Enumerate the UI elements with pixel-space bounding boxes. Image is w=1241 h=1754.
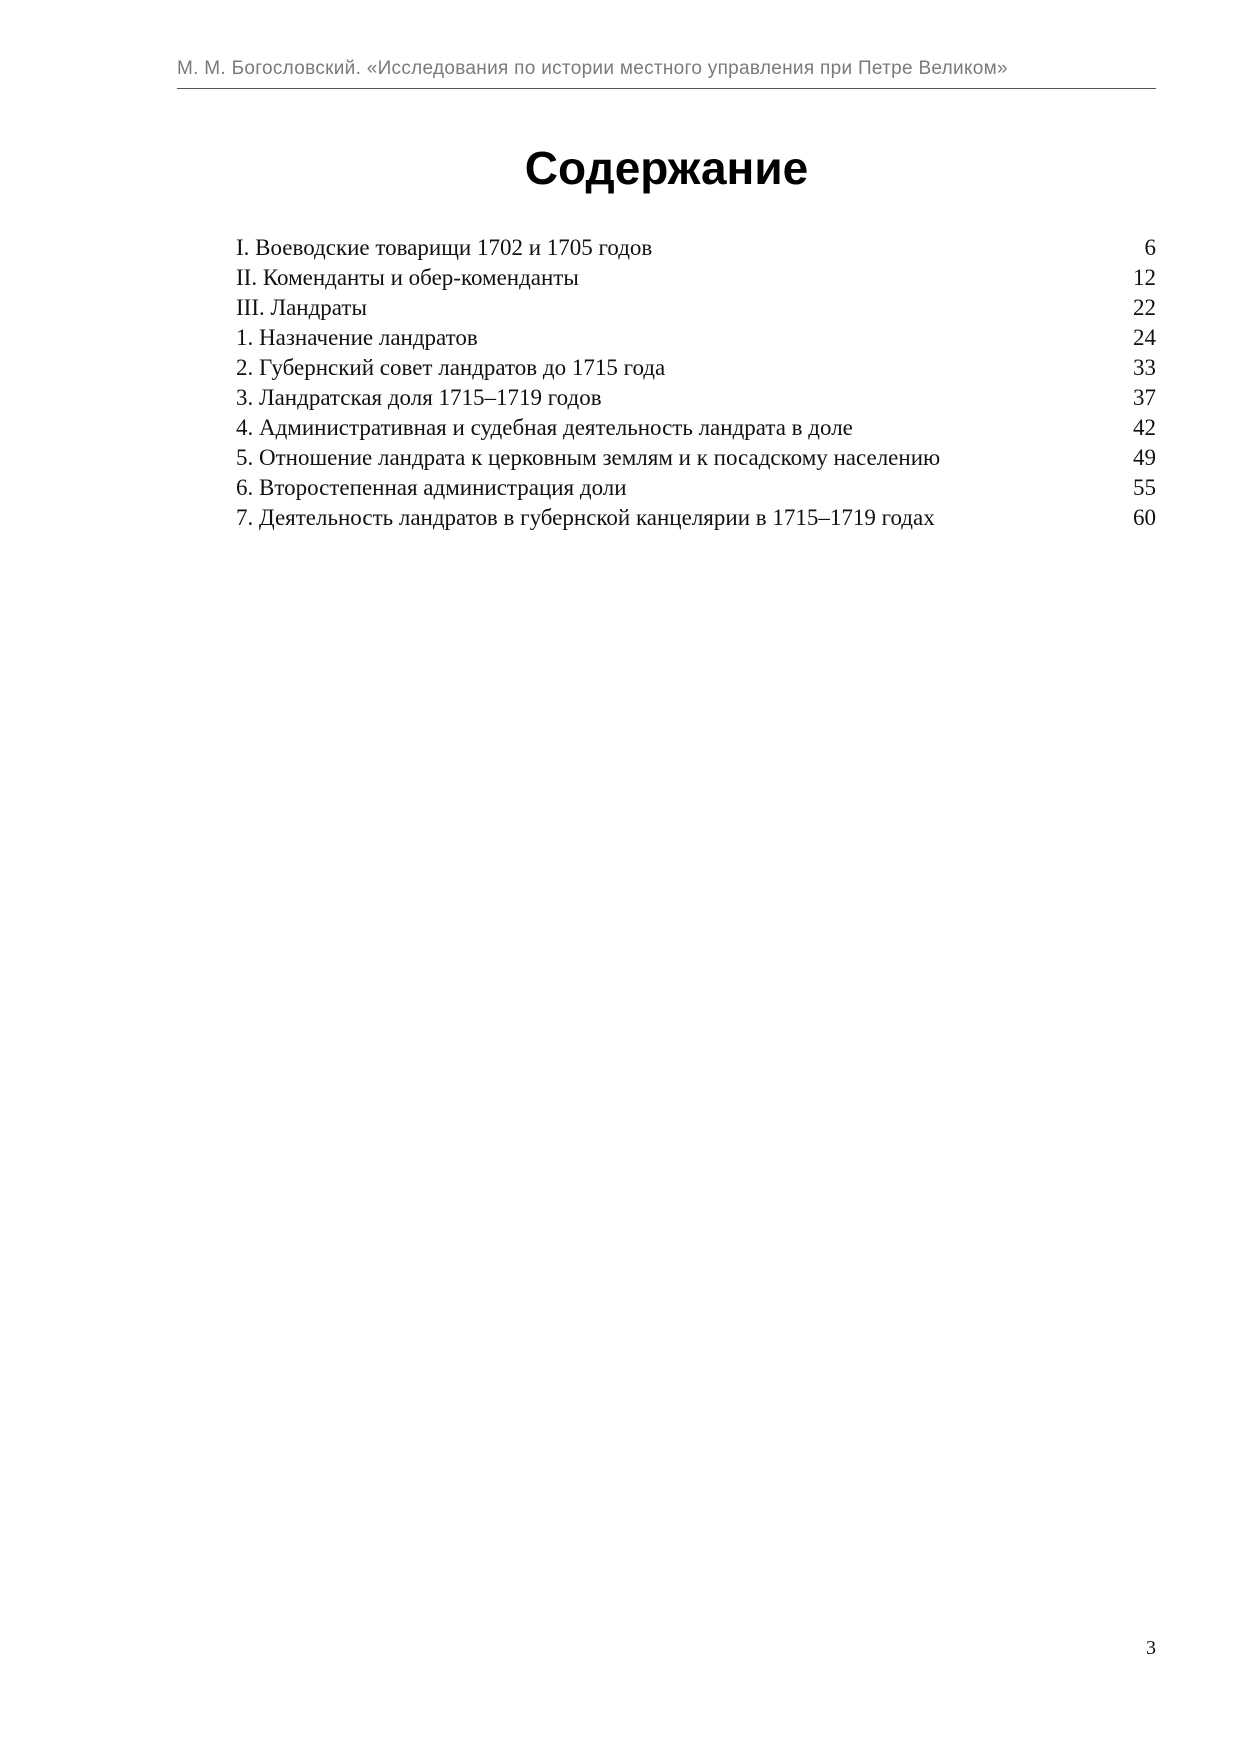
toc-entry-page: 22 xyxy=(1133,295,1156,320)
toc-entry[interactable] xyxy=(236,323,1156,353)
toc-entry-title: 7. Деятельность ландратов в губернской канцелярии в 1715–1719 годах xyxy=(236,505,935,530)
toc-entry[interactable] xyxy=(236,383,1156,413)
page-title: Содержание xyxy=(524,142,809,194)
toc-entry-page: 37 xyxy=(1133,385,1156,410)
toc-entry-page: 60 xyxy=(1133,505,1156,530)
toc-entry[interactable] xyxy=(236,293,1156,323)
toc-entry-title: 2. Губернский совет ландратов до 1715 года xyxy=(236,355,666,380)
toc-entry[interactable] xyxy=(236,503,1156,533)
toc-entry-title: 5. Отношение ландрата к церковным землям и к посадскому населению xyxy=(236,445,941,470)
toc-entry-title: III. Ландраты xyxy=(236,295,367,320)
toc-entry-title: II. Коменданты и обер-коменданты xyxy=(236,265,579,290)
toc-entry-page: 12 xyxy=(1133,265,1156,290)
table-of-contents xyxy=(236,233,1156,533)
toc-entry-title: 3. Ландратская доля 1715–1719 годов xyxy=(236,385,602,410)
toc-entry[interactable] xyxy=(236,473,1156,503)
header-rule xyxy=(177,88,1156,89)
toc-entry-page: 55 xyxy=(1133,475,1156,500)
page-number: 3 xyxy=(1146,1637,1156,1659)
toc-entry[interactable] xyxy=(236,233,1156,263)
running-header: М. М. Богословский. «Исследования по истории местного управления при Петре Великом» xyxy=(177,58,1008,79)
toc-entry-title: 1. Назначение ландратов xyxy=(236,325,478,350)
toc-entry-title: 6. Второстепенная администрация доли xyxy=(236,475,627,500)
toc-entry-page: 24 xyxy=(1133,325,1156,350)
toc-entry[interactable] xyxy=(236,413,1156,443)
toc-entry[interactable] xyxy=(236,443,1156,473)
toc-entry-title: 4. Административная и судебная деятельность ландрата в доле xyxy=(236,415,853,440)
toc-entry-page: 6 xyxy=(1144,235,1156,260)
toc-entry-page: 49 xyxy=(1133,445,1156,470)
toc-entry[interactable] xyxy=(236,263,1156,293)
toc-entry-page: 42 xyxy=(1133,415,1156,440)
toc-entry-page: 33 xyxy=(1133,355,1156,380)
toc-entry-title: I. Воеводские товарищи 1702 и 1705 годов xyxy=(236,235,653,260)
toc-entry[interactable] xyxy=(236,353,1156,383)
